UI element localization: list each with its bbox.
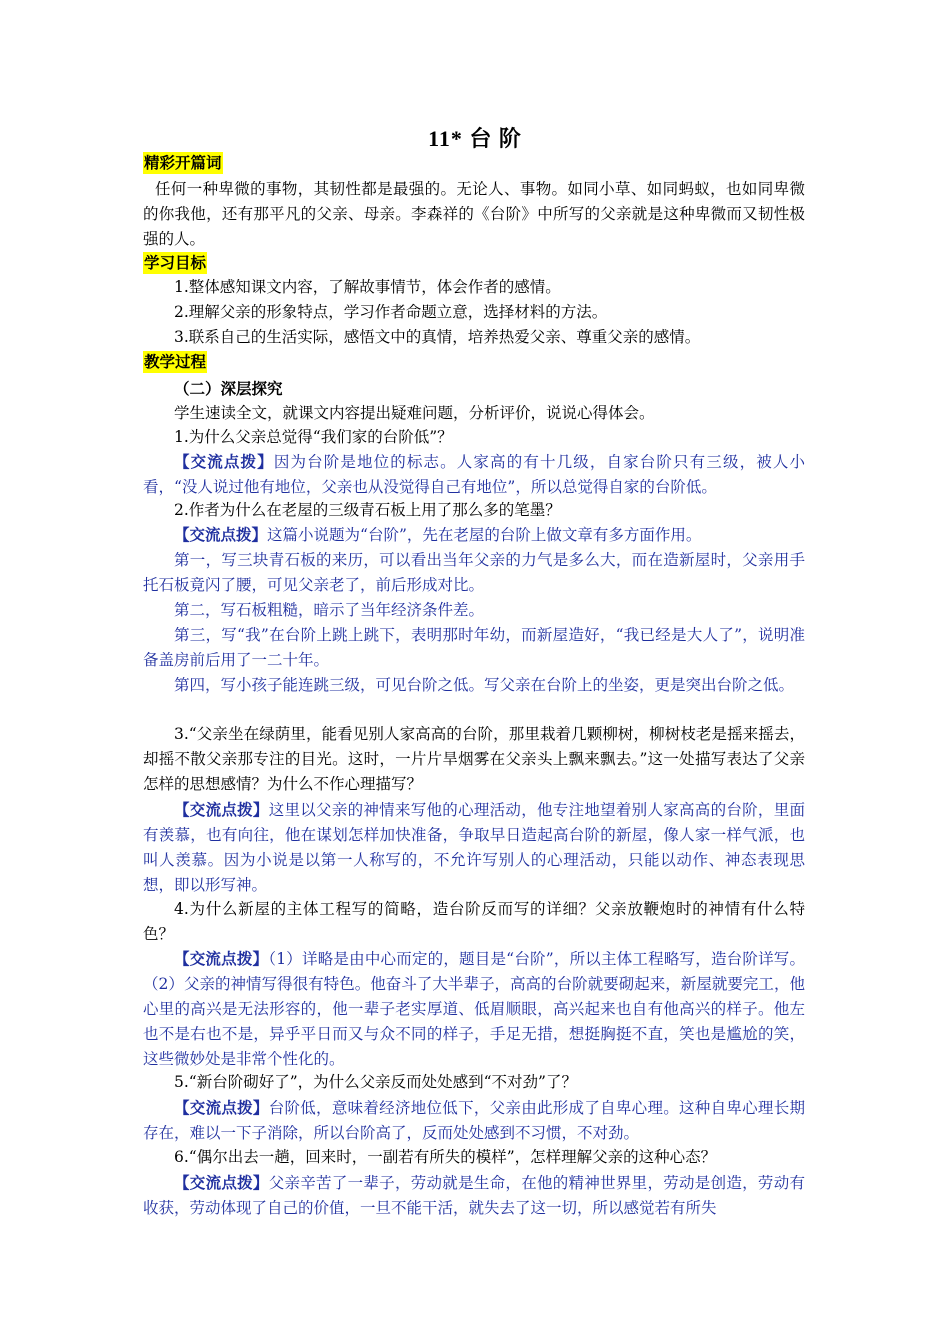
- answer-text: 因为台阶是地位的标志。人家高的有十几级，自家台阶只有三级，被人小看，“没人说过他有地位，父亲也从没觉得自己有地位”，所以总觉得自家的台阶低。: [143, 453, 805, 496]
- goal-item: 1.整体感知课文内容，了解故事情节，体会作者的感情。: [174, 278, 561, 296]
- answer-2-point-3: 第三，写“我”在台阶上跳上跳下，表明那时年幼，而新屋造好，“我已经是大人了”，说明准备盖房前后用了一二十年。: [143, 626, 805, 669]
- question-1: 1.为什么父亲总觉得“我们家的台阶低”？: [174, 428, 453, 446]
- subheading: （二）深层探究: [174, 379, 283, 398]
- answer-text: （1）详略是由中心而定的，题目是“台阶”，所以主体工程略写，造台阶详写。（2）父亲的神情写得很有特色。他奋斗了大半辈子，高高的台阶就要砌起来，新屋就要完工，他心里的高兴是无法形容的，他一辈子老实厚道、低眉顺眼，高兴起来也自有他高兴的样子。他左也不是右也不是，异乎平日而又与众不同的样子，手足无措，想挺胸挺不直，笑也是尴尬的笑，这些微妙处是非常个性化的。: [143, 950, 805, 1068]
- answer-tag: 【交流点拨】: [174, 949, 269, 968]
- answer-6: [143, 1170, 805, 1221]
- intro-text: 学生速读全文，就课文内容提出疑难问题，分析评价，说说心得体会。: [174, 404, 655, 422]
- goal-item: 2.理解父亲的形象特点，学习作者命题立意，选择材料的方法。: [174, 303, 608, 321]
- answer-3: [143, 797, 805, 898]
- answer-5: [143, 1095, 805, 1146]
- section-heading-goals: 学习目标: [144, 253, 207, 272]
- answer-text: 父亲辛苦了一辈子，劳动就是生命，在他的精神世界里，劳动是创造，劳动有收获，劳动体现了自己的价值，一旦不能干活，就失去了这一切，所以感觉若有所失: [143, 1174, 805, 1217]
- section-heading-opening: 精彩开篇词: [144, 153, 222, 172]
- answer-2-point-4: 第四，写小孩子能连跳三级，可见台阶之低。写父亲在台阶上的坐姿，更是突出台阶之低。: [174, 676, 795, 694]
- question-5: 5.“新台阶砌好了”，为什么父亲反而处处感到“不对劲”了？: [174, 1073, 577, 1091]
- answer-4: [143, 946, 805, 1072]
- answer-tag: 【交流点拨】: [174, 452, 274, 471]
- question-3: 3.“父亲坐在绿荫里，能看见别人家高高的台阶，那里栽着几颗柳树，柳树枝老是摇来摇去，却摇不散父亲那专注的目光。这时，一片片旱烟雾在父亲头上飘来飘去。”这一处描写表达了父亲怎样的思想感情？为什么不作心理描写？: [143, 725, 805, 793]
- answer-1: [143, 449, 805, 500]
- answer-text: 这篇小说题为“台阶”，先在老屋的台阶上做文章有多方面作用。: [267, 526, 702, 544]
- answer-tag: 【交流点拨】: [174, 525, 268, 544]
- question-2: 2.作者为什么在老屋的三级青石板上用了那么多的笔墨？: [174, 501, 561, 519]
- answer-text: 台阶低，意味着经济地位低下，父亲由此形成了自卑心理。这种自卑心理长期存在，难以一下子消除，所以台阶高了，反而处处感到不习惯，不对劲。: [143, 1099, 805, 1142]
- answer-tag: 【交流点拨】: [174, 800, 269, 819]
- answer-2: [143, 522, 805, 548]
- answer-tag: 【交流点拨】: [174, 1173, 269, 1192]
- opening-paragraph: 任何一种卑微的事物，其韧性都是最强的。无论人、事物。如同小草、如同蚂蚁，也如同卑微的你我他，还有那平凡的父亲、母亲。李森祥的《台阶》中所写的父亲就是这种卑微而又韧性极强的人。: [143, 180, 805, 248]
- answer-2-point-2: 第二，写石板粗糙，暗示了当年经济条件差。: [174, 601, 485, 619]
- goal-item: 3.联系自己的生活实际，感悟文中的真情，培养热爱父亲、尊重父亲的感情。: [174, 328, 701, 346]
- answer-2-point-1: 第一，写三块青石板的来历，可以看出当年父亲的力气是多么大，而在造新屋时，父亲用手托石板竟闪了腰，可见父亲老了，前后形成对比。: [143, 551, 805, 594]
- page-title: 11* 台 阶: [428, 126, 522, 151]
- answer-tag: 【交流点拨】: [174, 1098, 269, 1117]
- question-4: 4.为什么新屋的主体工程写的简略，造台阶反而写的详细？父亲放鞭炮时的神情有什么特色？: [143, 900, 805, 943]
- question-6: 6.“偶尔出去一趟，回来时，一副若有所失的模样”，怎样理解父亲的这种心态？: [174, 1148, 717, 1166]
- answer-text: 这里以父亲的神情来写他的心理活动，他专注地望着别人家高高的台阶，里面有羡慕，也有向往，他在谋划怎样加快准备，争取早日造起高台阶的新屋，像人家一样气派，也叫人羡慕。因为小说是以第一人称写的，不允许写别人的心理活动，只能以动作、神态表现思想，即以形写神。: [143, 801, 805, 894]
- section-heading-process: 教学过程: [144, 352, 207, 371]
